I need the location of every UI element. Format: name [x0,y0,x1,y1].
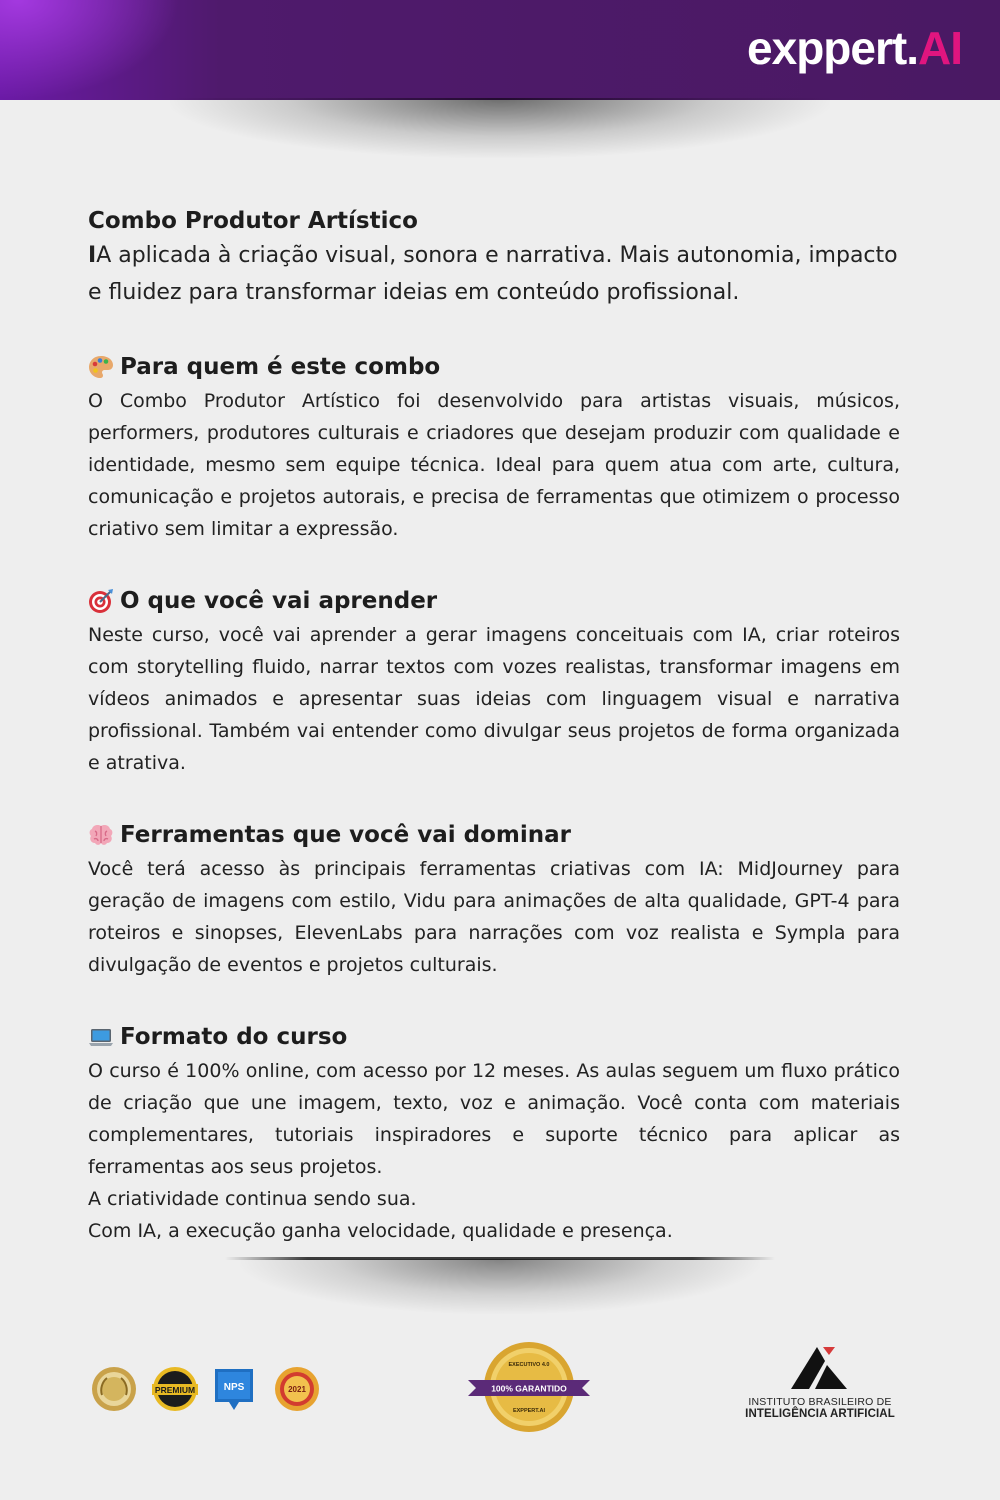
laptop-icon [88,1024,114,1050]
seal-banner-text: 100% GARANTIDO [491,1383,567,1394]
target-icon [88,588,114,614]
exppert-logo[interactable] [747,22,962,74]
section-title [88,351,900,383]
institute-line2: INTELIGÊNCIA ARTIFICIAL [745,1408,895,1420]
ibia-logo-icon [787,1343,851,1393]
guarantee-seal [466,1340,592,1436]
section-body: Você terá acesso às principais ferramentas criativas com IA: MidJourney para geração de imagens com estilo, Vidu para animações de alta qualidade, GPT-4 para roteiros e sinopses, ElevenLabs para narrações com voz realista e Sympla para divulgação de eventos e projetos culturais. [88,858,900,976]
header-glow [0,0,180,100]
section-body: Neste curso, você vai aprender a gerar imagens conceituais com IA, criar roteiros com storytelling fluido, narrar textos com vozes realistas, transformar imagens em vídeos animados e apresentar suas ideias com linguagem visual e narrativa profissional. Também vai entender como divulgar seus projetos de forma organizada e atrativa. [88,624,900,774]
header-bar [0,0,1000,100]
award-year: 2021 [288,1385,306,1394]
section-body: O Combo Produtor Artístico foi desenvolvido para artistas visuais, músicos, performers, produtores culturais e criadores que desejam produzir com qualidade e identidade, mesmo sem equipe técnica. Ideal para quem atua com arte, cultura, comunicação e projetos autorais, e precisa de ferramentas que otimizem o processo criativo sem limitar a expressão. [88,390,900,540]
premium-label: PREMIUM [154,1385,196,1395]
section-title [88,1021,900,1053]
section-learning [88,585,900,779]
seal-top-text: EXECUTIVO 4.0 [508,1362,550,1368]
institute-line1: INSTITUTO BRASILEIRO DE [748,1396,892,1408]
quality-laurel-badge [90,1365,138,1413]
closing-line: A criatividade continua sendo sua. [88,1188,417,1210]
divider-shadow [240,1259,760,1314]
closing-line: Com IA, a execução ganha velocidade, qualidade e presença. [88,1220,673,1242]
section-body: O curso é 100% online, com acesso por 12 meses. As aulas seguem um fluxo prático de criação que une imagem, texto, voz e animação. Você conta com materiais complementares, tutoriais inspiradores e suporte técnico para aplicar as ferramentas aos seus projetos. [88,1060,900,1178]
section-format [88,1021,900,1247]
section-title [88,819,900,851]
seal-bottom-text: EXPPERT.AI [512,1408,546,1414]
palette-icon [88,354,114,380]
brain-icon [88,822,114,848]
award-badge [273,1365,321,1413]
nps-label: NPS [223,1382,245,1393]
intro-lead-text: A aplicada à criação visual, sonora e narrativa. Mais autonomia, impacto e fluidez para transformar ideias em conteúdo profissional. [88,243,898,305]
intro-lead-initial: I [88,243,97,268]
page-title: Combo Produtor Artístico [88,208,418,234]
section-title-text: Ferramentas que você vai dominar [120,822,571,848]
section-title-text: O que você vai aprender [120,588,438,614]
premium-quality-badge [150,1365,200,1413]
section-tools [88,819,900,981]
logo-ai-text: AI [918,22,962,74]
header-drop-shadow [170,98,830,158]
main-content [88,205,900,1247]
section-title-text: Formato do curso [120,1024,348,1050]
section-title [88,585,900,617]
logo-main-text: exppert. [747,22,918,74]
institute-name [740,1396,900,1421]
nps-badge [211,1366,257,1414]
section-title-text: Para quem é este combo [120,354,441,380]
section-audience [88,351,900,545]
intro-lead [88,237,900,311]
